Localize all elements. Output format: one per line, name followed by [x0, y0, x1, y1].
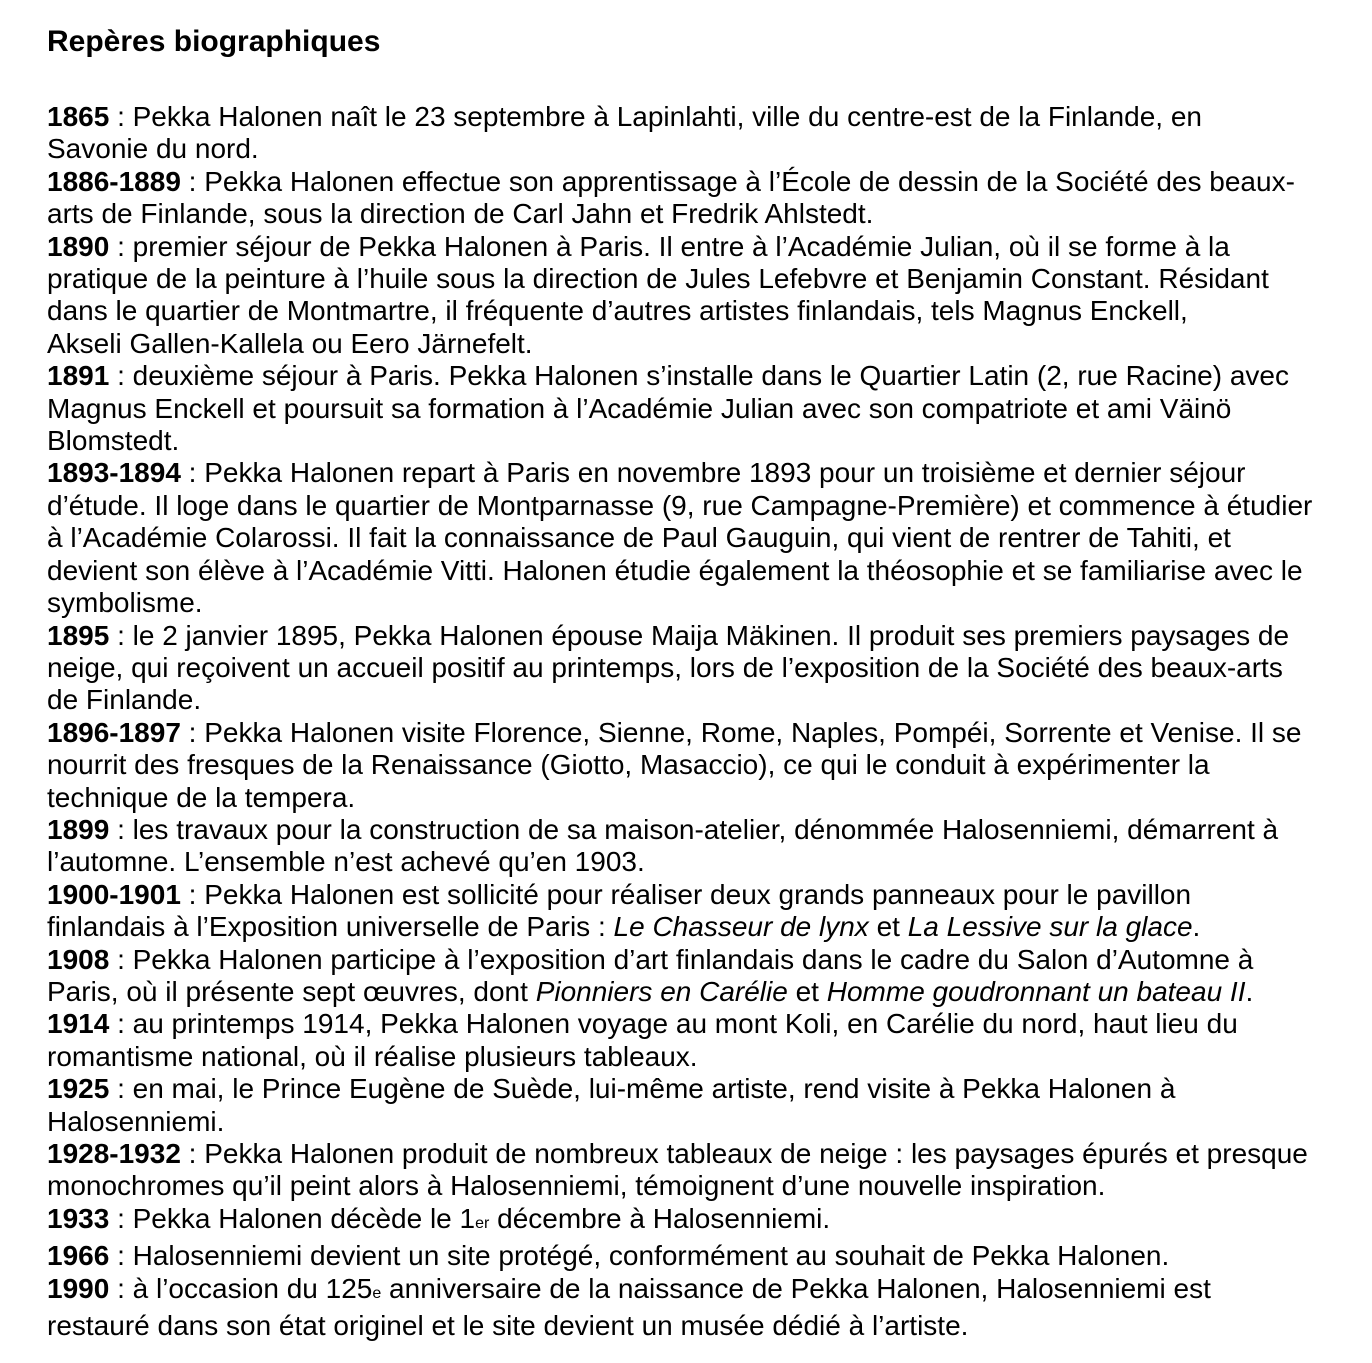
- text-line: [47, 1073, 1347, 1105]
- text-line: [47, 393, 1347, 425]
- text-segment: Pionniers en Carélie: [535, 975, 788, 1007]
- text-segment: romantisme national, où il réalise plusieurs tableaux.: [47, 1040, 698, 1072]
- timeline-entry-1900-1901: [47, 879, 1347, 944]
- text-line: [47, 522, 1347, 554]
- text-segment: : Pekka Halonen repart à Paris en novembre 1893 pour un troisième et dernier séjour: [180, 457, 1246, 489]
- text-segment: anniversaire de la naissance de Pekka Halonen, Halosenniemi est: [381, 1272, 1211, 1304]
- text-segment: : deuxième séjour à Paris. Pekka Halonen s’installe dans le Quartier Latin (2, rue Racine) avec: [109, 360, 1290, 392]
- entry-year: 1990: [47, 1272, 110, 1304]
- text-segment: : Pekka Halonen naît le 23 septembre à Lapinlahti, ville du centre-est de la Finlande, en: [109, 101, 1202, 132]
- text-line: [47, 263, 1347, 295]
- timeline-entry-1891: [47, 360, 1347, 457]
- text-segment: devient son élève à l’Académie Vitti. Halonen étudie également la théosophie et se familiarise avec le: [47, 554, 1303, 586]
- entry-year: 1891: [47, 360, 110, 392]
- text-segment: dans le quartier de Montmartre, il fréquente d’autres artistes finlandais, tels Magnus Enckell,: [47, 295, 1188, 327]
- text-segment: .: [1192, 911, 1201, 943]
- text-segment: neige, qui reçoivent un accueil positif au printemps, lors de l’exposition de la Société des beaux-arts: [47, 651, 1283, 683]
- text-line: [47, 490, 1347, 522]
- text-segment: Magnus Enckell et poursuit sa formation à l’Académie Julian avec son compatriote et ami Väinö: [47, 392, 1232, 424]
- text-segment: d’étude. Il loge dans le quartier de Montparnasse (9, rue Campagne-Première) et commence à étudier: [47, 489, 1313, 521]
- text-line: [47, 1203, 1347, 1240]
- timeline-entry-1895: [47, 620, 1347, 717]
- text-line: [47, 198, 1347, 230]
- text-segment: Le Chasseur de lynx: [613, 911, 869, 943]
- text-line: [47, 425, 1347, 457]
- text-line: [47, 1041, 1347, 1073]
- text-line: [47, 652, 1347, 684]
- text-line: [47, 911, 1347, 943]
- text-line: [47, 457, 1347, 489]
- entry-year: 1895: [47, 619, 110, 651]
- text-segment: de Finlande.: [47, 684, 202, 716]
- entry-year: 1900-1901: [47, 878, 181, 910]
- text-line: [47, 1273, 1347, 1310]
- text-line: [47, 587, 1347, 619]
- entry-year: 1886-1889: [47, 165, 181, 197]
- timeline-entry-1893-1894: [47, 457, 1347, 619]
- text-line: [47, 231, 1347, 263]
- text-line: [47, 360, 1347, 392]
- text-line: [47, 101, 1347, 133]
- text-segment: : Pekka Halonen décède le 1: [109, 1202, 476, 1234]
- text-line: [47, 782, 1347, 814]
- text-line: [47, 555, 1347, 587]
- text-segment: : les travaux pour la construction de sa maison-atelier, dénommée Halosenniemi, démarrent à: [109, 813, 1279, 845]
- text-segment: : Pekka Halonen participe à l’exposition d’art finlandais dans le cadre du Salon d’Automne à: [109, 943, 1254, 975]
- entry-year: 1928-1932: [47, 1138, 181, 1169]
- text-segment: : Pekka Halonen visite Florence, Sienne, Rome, Naples, Pompéi, Sorrente et Venise. Il se: [180, 716, 1302, 748]
- text-segment: Akseli Gallen-Kallela ou Eero Järnefelt.: [47, 327, 533, 359]
- text-line: [47, 1138, 1347, 1170]
- text-segment: arts de Finlande, sous la direction de Carl Jahn et Fredrik Ahlstedt.: [47, 198, 874, 230]
- text-line: [47, 976, 1347, 1008]
- timeline-entry-1886-1889: [47, 166, 1347, 231]
- text-line: [47, 166, 1347, 198]
- text-segment: : au printemps 1914, Pekka Halonen voyage au mont Koli, en Carélie du nord, haut lieu du: [109, 1008, 1238, 1040]
- text-line: [47, 846, 1347, 878]
- text-segment: Homme goudronnant un bateau II: [826, 975, 1246, 1007]
- text-line: [47, 1106, 1347, 1138]
- text-line: [47, 295, 1347, 327]
- text-segment: Paris, où il présente sept œuvres, dont: [47, 975, 536, 1007]
- text-segment: : Pekka Halonen est sollicité pour réaliser deux grands panneaux pour le pavillon: [180, 878, 1192, 910]
- biography-timeline: [47, 101, 1347, 1342]
- text-segment: : le 2 janvier 1895, Pekka Halonen épouse Maija Mäkinen. Il produit ses premiers paysages de: [109, 619, 1290, 651]
- timeline-entry-1966: [47, 1240, 1347, 1272]
- text-segment: restauré dans son état originel et le site devient un musée dédié à l’artiste.: [47, 1310, 969, 1342]
- timeline-entry-1914: [47, 1008, 1347, 1073]
- text-segment: .: [1245, 975, 1254, 1007]
- text-segment: : en mai, le Prince Eugène de Suède, lui-même artiste, rend visite à Pekka Halonen à: [109, 1073, 1176, 1105]
- text-segment: e: [372, 1284, 382, 1302]
- text-segment: à l’Académie Colarossi. Il fait la connaissance de Paul Gauguin, qui vient de rentrer de Tahiti, et: [47, 522, 1231, 554]
- entry-year: 1899: [47, 813, 110, 845]
- entry-year: 1914: [47, 1008, 110, 1040]
- entry-year: 1865: [47, 101, 110, 132]
- text-segment: technique de la tempera.: [47, 781, 356, 813]
- entry-year: 1933: [47, 1202, 110, 1234]
- text-segment: décembre à Halosenniemi.: [489, 1202, 831, 1234]
- text-line: [47, 879, 1347, 911]
- text-segment: pratique de la peinture à l’huile sous la direction de Jules Lefebvre et Benjamin Constant. Résidant: [47, 263, 1269, 295]
- text-line: [47, 944, 1347, 976]
- text-segment: : premier séjour de Pekka Halonen à Paris. Il entre à l’Académie Julian, où il se forme à la: [109, 230, 1230, 262]
- entry-year: 1896-1897: [47, 716, 181, 748]
- text-segment: La Lessive sur la glace: [907, 911, 1193, 943]
- timeline-entry-1865: [47, 101, 1347, 166]
- text-segment: et: [868, 911, 908, 943]
- entry-year: 1966: [47, 1240, 110, 1272]
- text-line: [47, 133, 1347, 165]
- text-segment: : Pekka Halonen produit de nombreux tableaux de neige : les paysages épurés et presque: [180, 1138, 1308, 1169]
- text-line: [47, 717, 1347, 749]
- timeline-entry-1899: [47, 814, 1347, 879]
- page-title: Repères biographiques: [47, 25, 381, 58]
- timeline-entry-1896-1897: [47, 717, 1347, 814]
- timeline-entry-1908: [47, 944, 1347, 1009]
- text-line: [47, 684, 1347, 716]
- text-segment: Halosenniemi.: [47, 1105, 225, 1137]
- text-segment: : Pekka Halonen effectue son apprentissage à l’École de dessin de la Société des beaux-: [180, 165, 1295, 197]
- entry-year: 1893-1894: [47, 457, 181, 489]
- text-segment: monochromes qu’il peint alors à Halosenniemi, témoignent d’une nouvelle inspiration.: [47, 1170, 1106, 1202]
- entry-year: 1908: [47, 943, 110, 975]
- text-line: [47, 1240, 1347, 1272]
- text-line: [47, 1310, 1347, 1342]
- timeline-entry-1925: [47, 1073, 1347, 1138]
- timeline-entry-1990: [47, 1273, 1347, 1343]
- text-segment: er: [475, 1214, 490, 1232]
- text-line: [47, 1170, 1347, 1202]
- text-line: [47, 749, 1347, 781]
- text-line: [47, 1008, 1347, 1040]
- text-segment: nourrit des fresques de la Renaissance (Giotto, Masaccio), ce qui le conduit à expérimenter la: [47, 749, 1210, 781]
- text-line: [47, 814, 1347, 846]
- entry-year: 1925: [47, 1073, 110, 1105]
- timeline-entry-1928-1932: [47, 1138, 1347, 1203]
- text-segment: et: [787, 975, 827, 1007]
- entry-year: 1890: [47, 230, 110, 262]
- text-segment: Blomstedt.: [47, 425, 180, 457]
- text-line: [47, 620, 1347, 652]
- text-segment: Savonie du nord.: [47, 133, 259, 165]
- timeline-entry-1890: [47, 231, 1347, 361]
- text-segment: l’automne. L’ensemble n’est achevé qu’en 1903.: [47, 846, 645, 878]
- text-segment: : Halosenniemi devient un site protégé, conformément au souhait de Pekka Halonen.: [109, 1240, 1170, 1272]
- text-segment: : à l’occasion du 125: [109, 1272, 373, 1304]
- text-line: [47, 328, 1347, 360]
- text-segment: finlandais à l’Exposition universelle de Paris :: [47, 911, 614, 943]
- text-segment: symbolisme.: [47, 587, 203, 619]
- timeline-entry-1933: [47, 1203, 1347, 1240]
